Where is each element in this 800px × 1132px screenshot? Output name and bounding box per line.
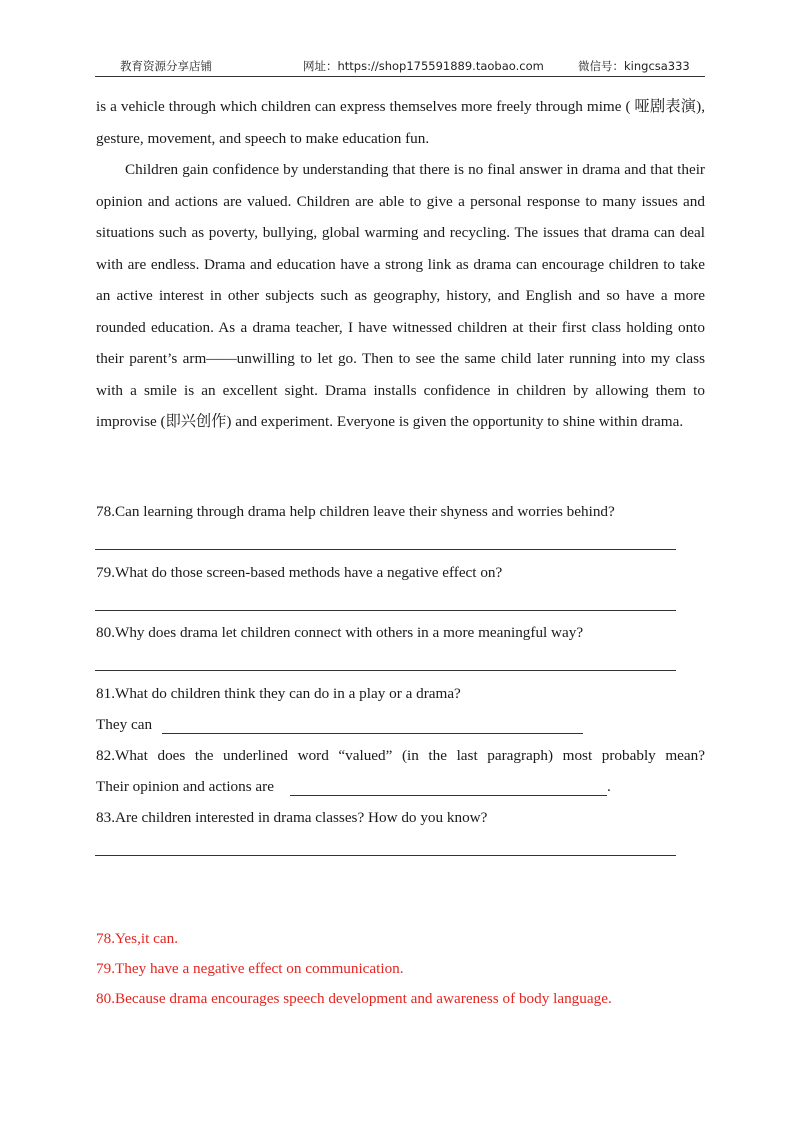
question-79: 79.What do those screen-based methods have a negative effect on?: [96, 564, 503, 581]
passage-paragraph-2: Children gain confidence by understanding that there is no final answer in drama and that their opinion and actions are valued. Children are able to give a personal response to many issues and situations such as poverty, bullying, global warming and recycling. The issues that drama can deal with are endless. Drama and education have a strong link as drama can encourage children to take an active interest in other subjects such as geography, history, and English and so have a more rounded education. As a drama teacher, I have witnessed children at their first class holding onto their parent’s arm——unwilling to let go. Then to see the same child later running into my class with a smile is an excellent sight. Drama installs confidence in children by allowing them to improvise (即兴创作) and experiment. Everyone is given the opportunity to shine within drama.: [96, 161, 705, 430]
question-82-prefix: Their opinion and actions are: [96, 778, 274, 795]
header-wechat-id: 微信号：kingcsa333: [578, 59, 690, 73]
answer-79: 79.They have a negative effect on communication.: [96, 960, 404, 977]
answer-line-82[interactable]: [290, 795, 607, 796]
answer-78: 78.Yes,it can.: [96, 930, 178, 947]
question-81: 81.What do children think they can do in a play or a drama?: [96, 685, 461, 702]
page-header: [95, 56, 705, 77]
answer-line-80[interactable]: [95, 670, 676, 671]
question-78: 78.Can learning through drama help children leave their shyness and worries behind?: [96, 503, 615, 520]
answer-80: 80.Because drama encourages speech development and awareness of body language.: [96, 990, 612, 1007]
header-shop-url: 网址：https://shop175591889.taobao.com: [303, 59, 544, 73]
question-82: 82.What does the underlined word “valued” (in the last paragraph) most probably mean?: [96, 747, 705, 764]
question-80: 80.Why does drama let children connect with others in a more meaningful way?: [96, 624, 584, 641]
passage-paragraph-1: is a vehicle through which children can express themselves more freely through mime ( 哑剧表演), gesture, movement, and speech to make education fun.: [96, 98, 705, 147]
answer-line-79[interactable]: [95, 610, 676, 611]
question-82-suffix: .: [607, 778, 611, 795]
question-81-prefix: They can: [96, 716, 153, 733]
answer-line-78[interactable]: [95, 549, 676, 550]
answer-line-81[interactable]: [162, 733, 583, 734]
header-shop-name: 教育资源分享店铺: [120, 59, 212, 73]
answer-line-83[interactable]: [95, 855, 676, 856]
question-83: 83.Are children interested in drama classes? How do you know?: [96, 809, 488, 826]
